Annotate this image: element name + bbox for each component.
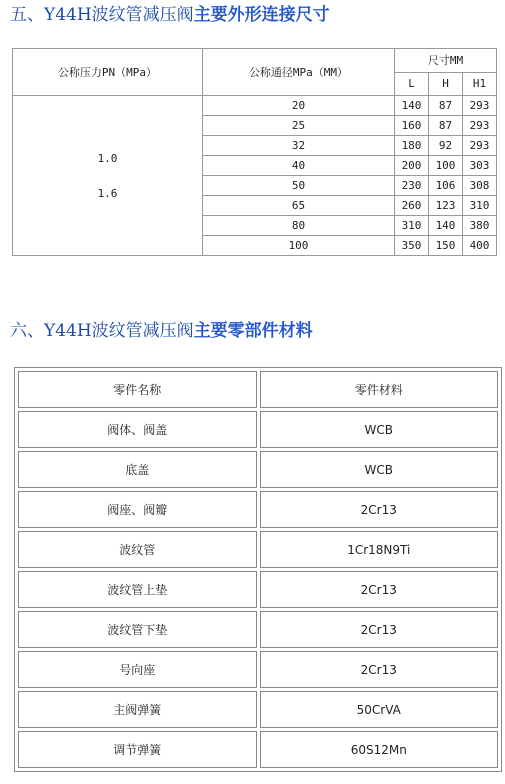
cell-dn: 50 bbox=[203, 176, 395, 196]
pressure-cell bbox=[13, 96, 203, 256]
table-row bbox=[18, 491, 498, 528]
table-row bbox=[13, 96, 497, 116]
cell-H1: 293 bbox=[463, 96, 497, 116]
table-row bbox=[18, 611, 498, 648]
header-size: 尺寸MM bbox=[395, 49, 497, 73]
part-name: 阀体、阀盖 bbox=[18, 411, 257, 448]
cell-dn: 25 bbox=[203, 116, 395, 136]
cell-H: 150 bbox=[429, 236, 463, 256]
materials-table bbox=[14, 367, 502, 772]
part-name: 主阀弹簧 bbox=[18, 691, 257, 728]
cell-L: 140 bbox=[395, 96, 429, 116]
cell-dn: 32 bbox=[203, 136, 395, 156]
cell-H1: 303 bbox=[463, 156, 497, 176]
cell-H1: 380 bbox=[463, 216, 497, 236]
header-part-material: 零件材料 bbox=[260, 371, 499, 408]
cell-H: 123 bbox=[429, 196, 463, 216]
cell-L: 160 bbox=[395, 116, 429, 136]
table-row bbox=[18, 731, 498, 768]
table-row bbox=[18, 411, 498, 448]
table-row bbox=[18, 451, 498, 488]
table-row bbox=[18, 531, 498, 568]
heading-prefix: 六、Y44H波纹管减压阀 bbox=[10, 321, 194, 341]
cell-dn: 80 bbox=[203, 216, 395, 236]
header-diameter: 公称通径MPa（MM） bbox=[203, 49, 395, 96]
cell-L: 350 bbox=[395, 236, 429, 256]
pressure-value: 1.6 bbox=[97, 186, 118, 200]
cell-H1: 293 bbox=[463, 136, 497, 156]
header-pressure: 公称压力PN（MPa） bbox=[13, 49, 203, 96]
cell-H1: 308 bbox=[463, 176, 497, 196]
cell-L: 180 bbox=[395, 136, 429, 156]
cell-H: 92 bbox=[429, 136, 463, 156]
header-part-name: 零件名称 bbox=[18, 371, 257, 408]
heading-suffix: 主要外形连接尺寸 bbox=[193, 5, 330, 25]
part-name: 波纹管 bbox=[18, 531, 257, 568]
cell-H1: 293 bbox=[463, 116, 497, 136]
cell-L: 310 bbox=[395, 216, 429, 236]
cell-L: 260 bbox=[395, 196, 429, 216]
part-name: 号向座 bbox=[18, 651, 257, 688]
part-material: 2Cr13 bbox=[260, 491, 499, 528]
header-L: L bbox=[395, 72, 429, 96]
cell-dn: 40 bbox=[203, 156, 395, 176]
part-name: 波纹管下垫 bbox=[18, 611, 257, 648]
cell-H: 87 bbox=[429, 116, 463, 136]
part-material: 1Cr18N9Ti bbox=[260, 531, 499, 568]
part-name: 波纹管上垫 bbox=[18, 571, 257, 608]
part-name: 底盖 bbox=[18, 451, 257, 488]
table-row bbox=[18, 691, 498, 728]
cell-dn: 20 bbox=[203, 96, 395, 116]
part-material: WCB bbox=[260, 411, 499, 448]
header-H1: H1 bbox=[463, 72, 497, 96]
part-material: 60S12Mn bbox=[260, 731, 499, 768]
cell-H: 87 bbox=[429, 96, 463, 116]
pressure-value: 1.0 bbox=[97, 151, 118, 165]
cell-dn: 65 bbox=[203, 196, 395, 216]
part-name: 调节弹簧 bbox=[18, 731, 257, 768]
cell-H1: 400 bbox=[463, 236, 497, 256]
cell-L: 200 bbox=[395, 156, 429, 176]
heading-suffix: 主要零部件材料 bbox=[193, 321, 313, 341]
part-material: WCB bbox=[260, 451, 499, 488]
cell-H: 100 bbox=[429, 156, 463, 176]
table-row bbox=[18, 651, 498, 688]
cell-H1: 310 bbox=[463, 196, 497, 216]
section-heading-materials bbox=[10, 320, 313, 342]
cell-H: 106 bbox=[429, 176, 463, 196]
cell-L: 230 bbox=[395, 176, 429, 196]
dimensions-table bbox=[12, 48, 497, 256]
table-row bbox=[18, 571, 498, 608]
cell-H: 140 bbox=[429, 216, 463, 236]
part-material: 2Cr13 bbox=[260, 571, 499, 608]
part-material: 50CrVA bbox=[260, 691, 499, 728]
heading-prefix: 五、Y44H波纹管减压阀 bbox=[10, 5, 194, 25]
header-H: H bbox=[429, 72, 463, 96]
part-material: 2Cr13 bbox=[260, 611, 499, 648]
part-name: 阀座、阀瓣 bbox=[18, 491, 257, 528]
section-heading-dimensions bbox=[10, 4, 330, 26]
cell-dn: 100 bbox=[203, 236, 395, 256]
part-material: 2Cr13 bbox=[260, 651, 499, 688]
